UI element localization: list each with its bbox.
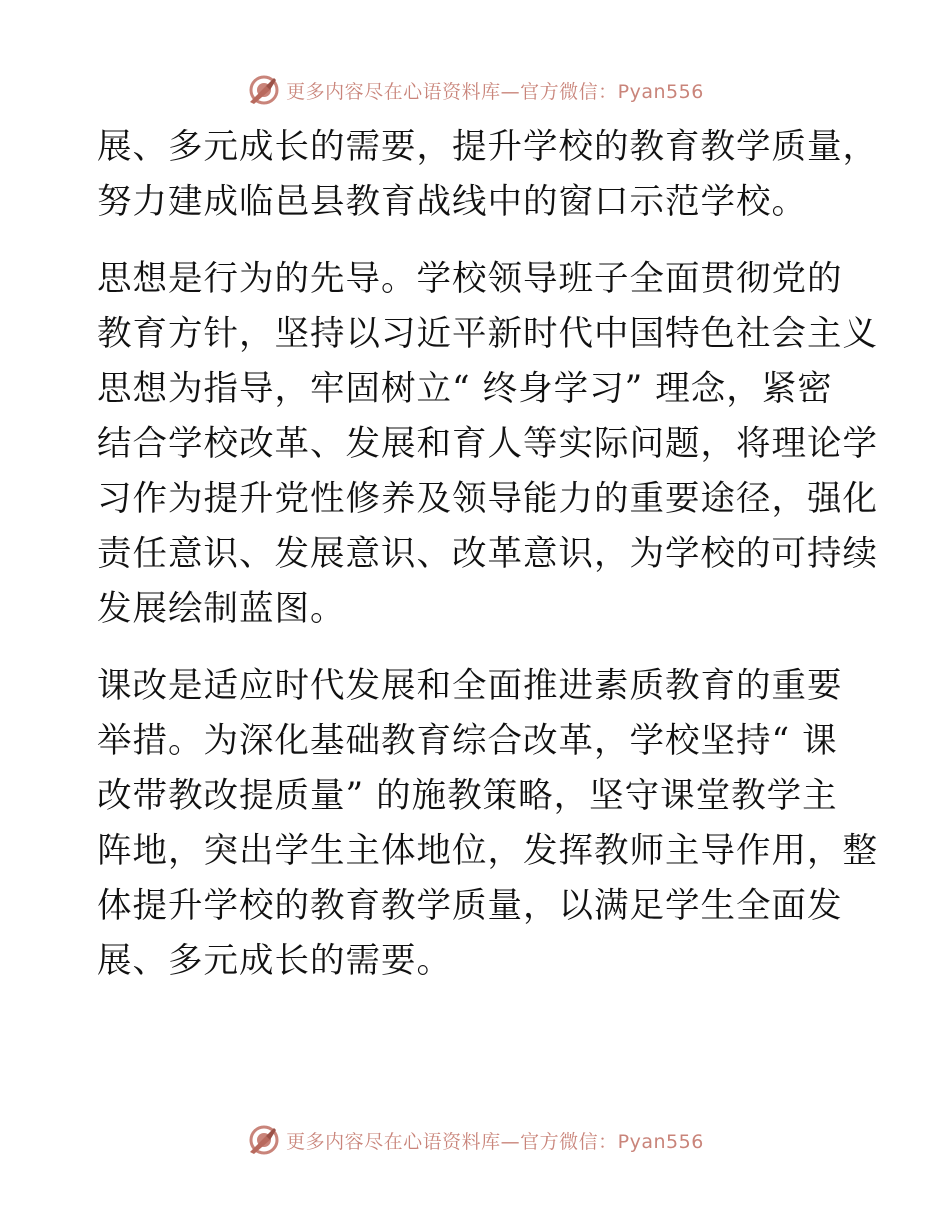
document-body	[97, 120, 878, 1011]
text-line: 展、多元成长的需要，提升学校的教育教学质量，	[97, 127, 878, 167]
text-line: 教育方针，坚持以习近平新时代中国特色社会主义	[97, 314, 878, 354]
text-line: 努力建成临邑县教育战线中的窗口示范学校。	[97, 182, 807, 222]
footer-watermark	[0, 1120, 950, 1160]
text-line: 发展绘制蓝图。	[97, 589, 346, 629]
text-line: 举措。为深化基础教育综合改革，学校坚持“ 课	[97, 721, 838, 761]
paragraph-1	[97, 120, 878, 230]
paragraph-3	[97, 659, 878, 989]
text-line: 责任意识、发展意识、改革意识，为学校的可持续	[97, 534, 878, 574]
header-watermark-text: 更多内容尽在心语资料库—官方微信：Pyan556	[286, 80, 704, 103]
text-line: 改带教改提质量” 的施教策略，坚守课堂教学主	[97, 776, 838, 816]
text-line: 习作为提升党性修养及领导能力的重要途径，强化	[97, 479, 878, 519]
text-line: 思想为指导，牢固树立“ 终身学习” 理念，紧密	[97, 369, 833, 409]
pen-circle-logo-icon	[246, 72, 282, 108]
header-watermark	[0, 70, 950, 110]
text-line: 结合学校改革、发展和育人等实际问题，将理论学	[97, 424, 878, 464]
text-line: 展、多元成长的需要。	[97, 941, 452, 981]
footer-watermark-text: 更多内容尽在心语资料库—官方微信：Pyan556	[286, 1130, 704, 1153]
text-line: 阵地，突出学生主体地位，发挥教师主导作用，整	[97, 831, 878, 871]
text-line: 课改是适应时代发展和全面推进素质教育的重要	[97, 666, 843, 706]
pen-circle-logo-icon	[246, 1122, 282, 1158]
text-line: 体提升学校的教育教学质量，以满足学生全面发	[97, 886, 843, 926]
paragraph-2	[97, 252, 878, 637]
text-line: 思想是行为的先导。学校领导班子全面贯彻党的	[97, 259, 843, 299]
